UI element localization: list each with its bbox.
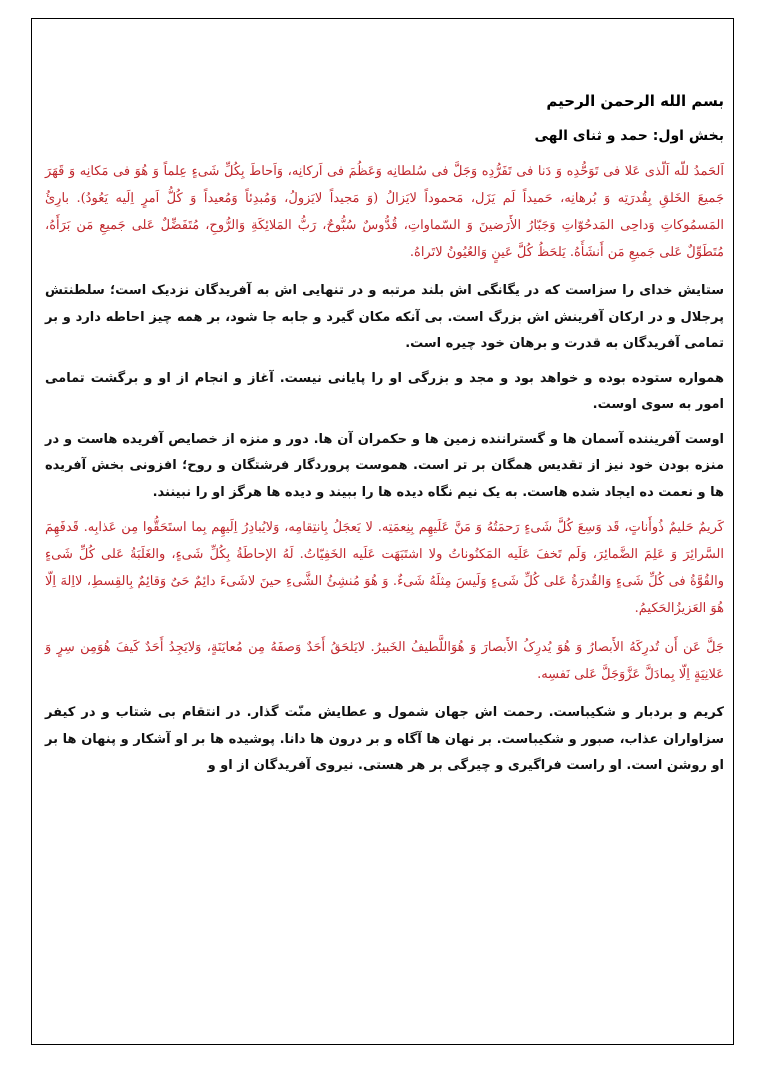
persian-paragraph: کریم و بردبار و شکیباست. رحمت اش جهان شمول و عطایش منّت گذار. در انتقام بی شتاب و در کیفر سزاواران عذاب، صبور و شکیباست. بر نهان ها آگاه و بر درون ها دانا. پوشیده ها بر او آشکار و پنهان ها بر او روشن است. او راست فراگیری و چیرگی بر هر هستی. نیروی آفریدگان از او و xyxy=(45,705,724,773)
persian-paragraph: ستایش خدای را سزاست که در یگانگی اش بلند مرتبه و در تنهایی اش به آفریدگان نزدیک است؛ سلطنتش پرجلال و در ارکان آفرینش اش بزرگ است. بی آنکه مکان گیرد و جابه جا شود، بر همه چیز احاطه دارد و بر تمامی آفریدگان به قدرت و برهان خود چیره است. xyxy=(45,283,724,351)
persian-paragraph: همواره ستوده بوده و خواهد بود و مجد و بزرگی او را پایانی نیست. آغاز و انجام از او و برگشت تمامی امور به سوی اوست. xyxy=(45,370,724,412)
persian-paragraph: اوست آفریننده آسمان ها و گستراننده زمین ها و حکمران آن ها. دور و منزه از خصایص آفریده هاست و در منزه بودن خود نیز از تقدیس همگان بر تر است. هموست پروردگار فرشتگان و روح؛ افزونی بخش آفریده ها و نعمت ده ایجاد شده هاست. به یک نیم نگاه دیده ها را ببیند و دیده ها هرگز او را نبینند. xyxy=(45,431,724,500)
bismillah-heading: بسم الله الرحمن الرحيم xyxy=(546,92,724,110)
arabic-paragraph: کَریمٌ حَلیمٌ ذُوأَناتٍ، قَد وَسِعَ کُلَّ شَیءٍ رَحمَتُهُ وَ مَنَّ عَلَیهِم بِنِعمَتِه. لا یَعجَلُ بِانتِقامِه، وَلایُبادِرُ اِلَیهِم بِما استَحَقُّوا مِن عَذابِه. قَدفَهِمَ السَّرائِرَ وَ عَلِمَ الضَّمائِرَ، وَلَم تَخفَ عَلَیه المَکنُوناتُ ولا اشتَبَهَت عَلَیه الخَفِیّاتُ. لَهُ الإحاطَةُ بِکُلِّ شَیءٍ، والغَلَبَةُ عَلی کُلِّ شَیءٍ والقُوَّةُ فی کُلِّ شَیءٍ وَالقُدرَةُ عَلی کُلِّ شَیءٍ وَلَیسَ مِثلَهُ شَیءٌ. وَ هُوَ مُنشِئُ الشَّیءِ حینَ لاشَیءَ دائِمٌ حَیٌ وَقائِمٌ بِالقِسطِ، لااِلهَ اِلّا هُوَ العَزیزُالحَکیمُ. xyxy=(45,520,724,616)
arabic-paragraph: جَلَّ عَن أَن تُدرِکَهُ الأَبصارُ وَ هُوَ یُدرِکُ الأَبصارَ وَ هُوَاللَّطیفُ الخَبیرُ. لایَلحَقُ أَحَدٌ وَصفَهُ مِن مُعایَنَةٍ، وَلایَجِدُ أَحَدٌ کَیفَ هُوَمِن سِرٍ وَ عَلانِیَةٍ اِلّا بِمادَلَّ عَزَّوَجَلَّ عَلی نَفسِه. xyxy=(45,640,724,682)
document-body xyxy=(45,90,724,788)
section-title: بخش اول: حمد و ثنای الهی xyxy=(534,128,724,144)
arabic-paragraph: اَلحَمدُ للّه اَلّذی عَلا فی تَوَحُّدِه وَ دَنا فی تَفَرُّدِه وَجَلَّ فی سُلطانِه وَعَظُمَ فی اَرکانِه، وَاَحاطَ بِکُلِّ شَیءٍ عِلماً وَ هُوَ فی مَکانِه وَ قَهَرَ جَمیعَ الخَلقِ بِقُدرَتِه وَ بُرهانِه، حَمیداً لَم یَزَل، مَحموداً لایَزالُ (وَ مَجیداً لایَزولُ، وَمُبدِئاً وَمُعیداً وَ کُلُّ اَمرٍ اِلَیه یَعُودُ). بارِئُ المَسمُوکاتِ وَداحِی المَدحُوّاتِ وَجَبّارُ الأَرَضینَ وَ السّماواتِ، قُدُّوسٌ سُبُّوحٌ، رَبُّ المَلائِکَةِ وَالرُّوحِ، مُتَفَضِّلٌ عَلی جَمیعِ مَن بَرَأَهُ، مُتَطَوِّلٌ عَلی جَمیعِ مَن أَنشَأَهُ. یَلحَظُ کُلَّ عَینٍ وَالعُیُونُ لاتَراهُ. xyxy=(45,164,724,260)
